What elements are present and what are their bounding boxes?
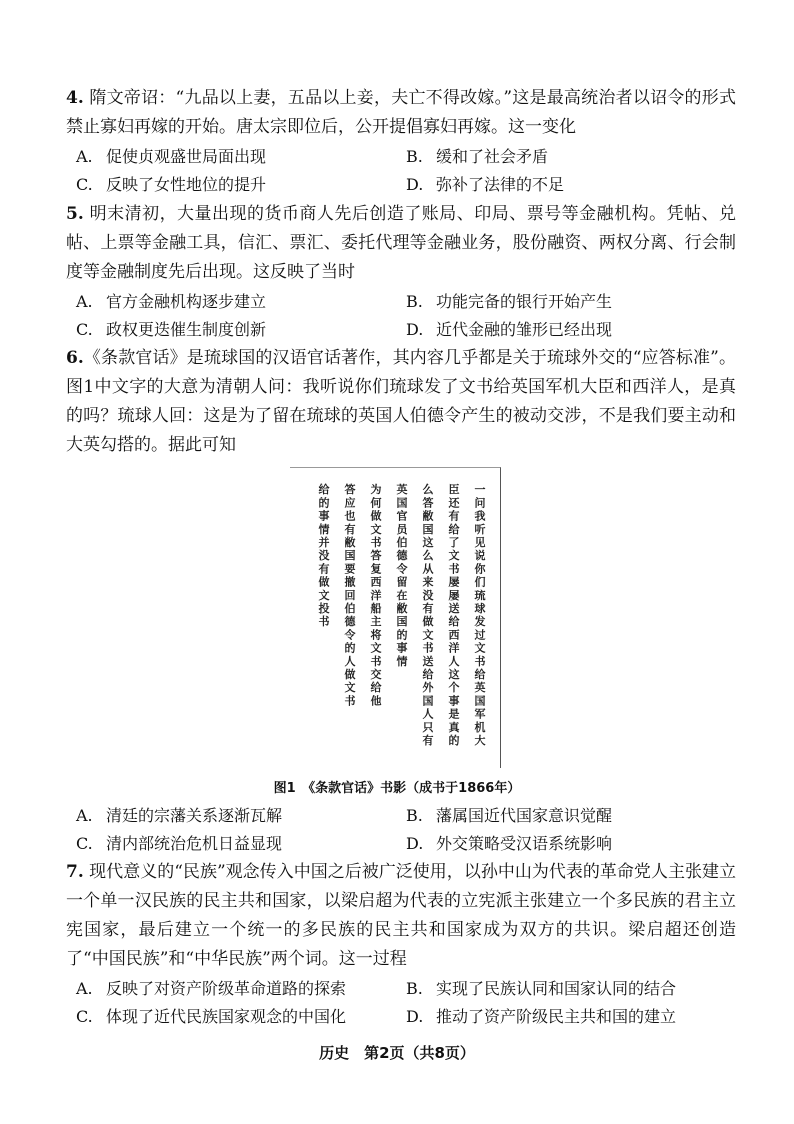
- figure-book-image: [290, 467, 501, 768]
- option-text: 功能完备的银行开始产生: [436, 292, 613, 311]
- option-text: 体现了近代民族国家观念的中国化: [106, 1007, 347, 1026]
- question-number: 4.: [66, 88, 84, 108]
- option-letter: D.: [406, 320, 424, 339]
- option-text: 反映了女性地位的提升: [106, 175, 267, 194]
- option-letter: C.: [76, 834, 93, 853]
- question-stem: [66, 344, 736, 460]
- option-letter: A.: [76, 292, 93, 311]
- option-a[interactable]: [66, 143, 396, 171]
- question-stem: [66, 858, 736, 974]
- option-text: 政权更迭催生制度创新: [106, 320, 267, 339]
- option-text: 弥补了法律的不足: [436, 175, 565, 194]
- question-6-options: [66, 801, 736, 858]
- option-text: 缓和了社会矛盾: [436, 147, 549, 166]
- option-list: [66, 802, 736, 858]
- question-6: [66, 344, 736, 460]
- option-letter: B.: [406, 292, 423, 311]
- figure-text-column: 英国官员伯德令留在敝国的事情: [396, 483, 408, 668]
- question-stem: [66, 84, 736, 142]
- option-text: 官方金融机构逐步建立: [106, 292, 267, 311]
- option-text: 实现了民族认同和国家认同的结合: [436, 979, 677, 998]
- option-letter: B.: [406, 979, 423, 998]
- option-a[interactable]: [66, 802, 396, 830]
- figure-text-column: 臣还有给了文书屡屡送给西洋人这个事是真的: [448, 483, 460, 747]
- option-letter: D.: [406, 1007, 424, 1026]
- option-d[interactable]: [396, 830, 726, 858]
- option-text: 外交策略受汉语系统影响: [436, 834, 613, 853]
- question-text: 现代意义的“民族”观念传入中国之后被广泛使用，以孙中山为代表的革命党人主张建立一个单一汉民族的民主共和国家，以梁启超为代表的立宪派主张建立一个多民族的君主立宪国家，最后建立一个统一的多民族的民主共和国家成为双方的共识。梁启超还创造了“中国民族”和“中华民族”两个词。这一过程: [66, 862, 736, 969]
- option-letter: B.: [406, 147, 423, 166]
- option-c[interactable]: [66, 1003, 396, 1031]
- option-text: 藩属国近代国家意识觉醒: [436, 806, 613, 825]
- question-stem: [66, 200, 736, 287]
- option-a[interactable]: [66, 288, 396, 316]
- option-c[interactable]: [66, 316, 396, 344]
- question-4: [66, 84, 736, 199]
- figure-text-column: 么答敝国这么从来没有做文书送给外国人只有: [422, 483, 434, 747]
- option-b[interactable]: [396, 288, 726, 316]
- figure-text-column: 答应也有敝国要撤回伯德令的人做文书: [344, 483, 356, 708]
- option-letter: D.: [406, 834, 424, 853]
- figure-text-column: 给的事情并没有做文投书: [318, 483, 330, 629]
- option-letter: D.: [406, 175, 424, 194]
- option-b[interactable]: [396, 143, 726, 171]
- question-5: [66, 200, 736, 344]
- question-text: 隋文帝诏：“九品以上妻，五品以上妾，夫亡不得改嫁。”这是最高统治者以诏令的形式禁止寡妇再嫁的开始。唐太宗即位后，公开提倡寡妇再嫁。这一变化: [66, 88, 736, 137]
- option-list: [66, 143, 736, 199]
- book-page-image: [290, 468, 500, 768]
- figure-text-column: 为何做文书答复西洋船主将文书交给他: [370, 483, 382, 708]
- figure-caption: 图1 《条款官话》书影（成书于1866年）: [273, 781, 521, 796]
- option-b[interactable]: [396, 975, 726, 1003]
- option-text: 反映了对资产阶级革命道路的探索: [106, 979, 347, 998]
- page-footer: 历史 第2页（共8页）: [319, 1044, 475, 1062]
- option-d[interactable]: [396, 1003, 726, 1031]
- option-letter: A.: [76, 979, 93, 998]
- option-d[interactable]: [396, 171, 726, 199]
- option-text: 近代金融的雏形已经出现: [436, 320, 613, 339]
- option-letter: A.: [76, 806, 93, 825]
- option-a[interactable]: [66, 975, 396, 1003]
- question-7: [66, 858, 736, 1031]
- option-d[interactable]: [396, 316, 726, 344]
- figure-text-column: 一问我听见说你们琉球发过文书给英国军机大: [474, 483, 486, 747]
- option-letter: A.: [76, 147, 93, 166]
- option-b[interactable]: [396, 802, 726, 830]
- option-letter: C.: [76, 320, 93, 339]
- option-list: [66, 288, 736, 344]
- question-text: 明末清初，大量出现的货币商人先后创造了账局、印局、票号等金融机构。凭帖、兑帖、上票等金融工具，信汇、票汇、委托代理等金融业务，股份融资、两权分离、行会制度等金融制度先后出现。这反映了当时: [66, 204, 737, 282]
- option-list: [66, 975, 736, 1031]
- option-letter: B.: [406, 806, 423, 825]
- question-number: 6.: [66, 348, 84, 368]
- question-number: 5.: [66, 204, 84, 224]
- question-text: 《条款官话》是琉球国的汉语官话著作，其内容几乎都是关于琉球外交的“应答标准”。图1中文字的大意为清朝人问：我听说你们琉球发了文书给英国军机大臣和西洋人，是真的吗？琉球人回：这是为了留在琉球的英国人伯德令产生的被动交涉，不是我们要主动和大英勾搭的。据此可知: [66, 348, 736, 455]
- option-text: 清内部统治危机日益显现: [106, 834, 283, 853]
- option-text: 促使贞观盛世局面出现: [106, 147, 267, 166]
- question-number: 7.: [66, 862, 84, 882]
- option-letter: C.: [76, 175, 93, 194]
- option-text: 清廷的宗藩关系逐渐瓦解: [106, 806, 283, 825]
- option-text: 推动了资产阶级民主共和国的建立: [436, 1007, 677, 1026]
- option-c[interactable]: [66, 830, 396, 858]
- option-c[interactable]: [66, 171, 396, 199]
- option-letter: C.: [76, 1007, 93, 1026]
